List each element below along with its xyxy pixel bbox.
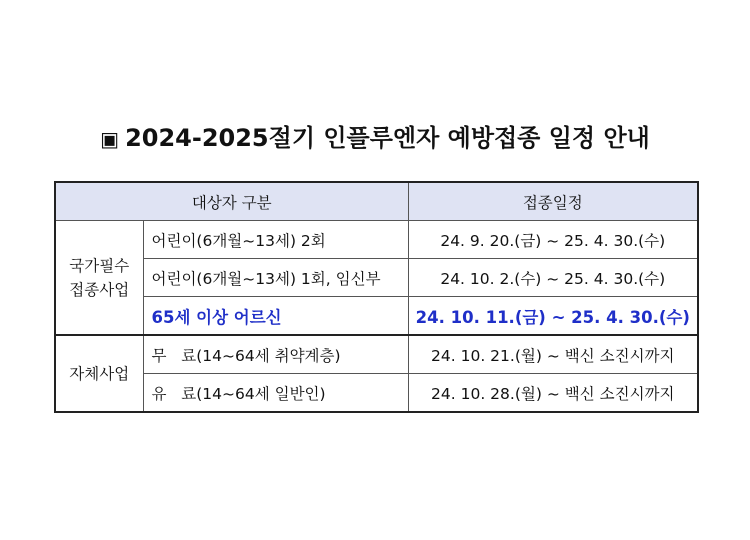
header-target: 대상자 구분 xyxy=(55,182,408,221)
schedule-cell: 24. 10. 11.(금) ~ 25. 4. 30.(수) xyxy=(408,297,698,336)
category-cell xyxy=(55,221,143,336)
category-cell: 자체사업 xyxy=(55,335,143,412)
table-row xyxy=(55,259,698,297)
category-line: 국가필수 xyxy=(69,256,130,275)
table-row xyxy=(55,374,698,413)
target-cell: 어린이(6개월~13세) 2회 xyxy=(143,221,408,259)
category-line: 접종사업 xyxy=(69,280,130,299)
schedule-cell: 24. 10. 21.(월) ~ 백신 소진시까지 xyxy=(408,335,698,374)
title-text: 2024-2025절기 인플루엔자 예방접종 일정 안내 xyxy=(125,124,650,152)
table-row xyxy=(55,335,698,374)
schedule-cell: 24. 10. 28.(월) ~ 백신 소진시까지 xyxy=(408,374,698,413)
schedule-cell: 24. 9. 20.(금) ~ 25. 4. 30.(수) xyxy=(408,221,698,259)
header-schedule: 접종일정 xyxy=(408,182,698,221)
page-title xyxy=(0,118,750,153)
schedule-table xyxy=(54,181,699,413)
target-cell: 무 료(14~64세 취약계층) xyxy=(143,335,408,374)
target-cell: 어린이(6개월~13세) 1회, 임신부 xyxy=(143,259,408,297)
target-cell: 유 료(14~64세 일반인) xyxy=(143,374,408,413)
target-cell: 65세 이상 어르신 xyxy=(143,297,408,336)
schedule-cell: 24. 10. 2.(수) ~ 25. 4. 30.(수) xyxy=(408,259,698,297)
square-bullet-icon: ▣ xyxy=(100,127,120,151)
table-row xyxy=(55,221,698,259)
table-row-highlighted xyxy=(55,297,698,336)
